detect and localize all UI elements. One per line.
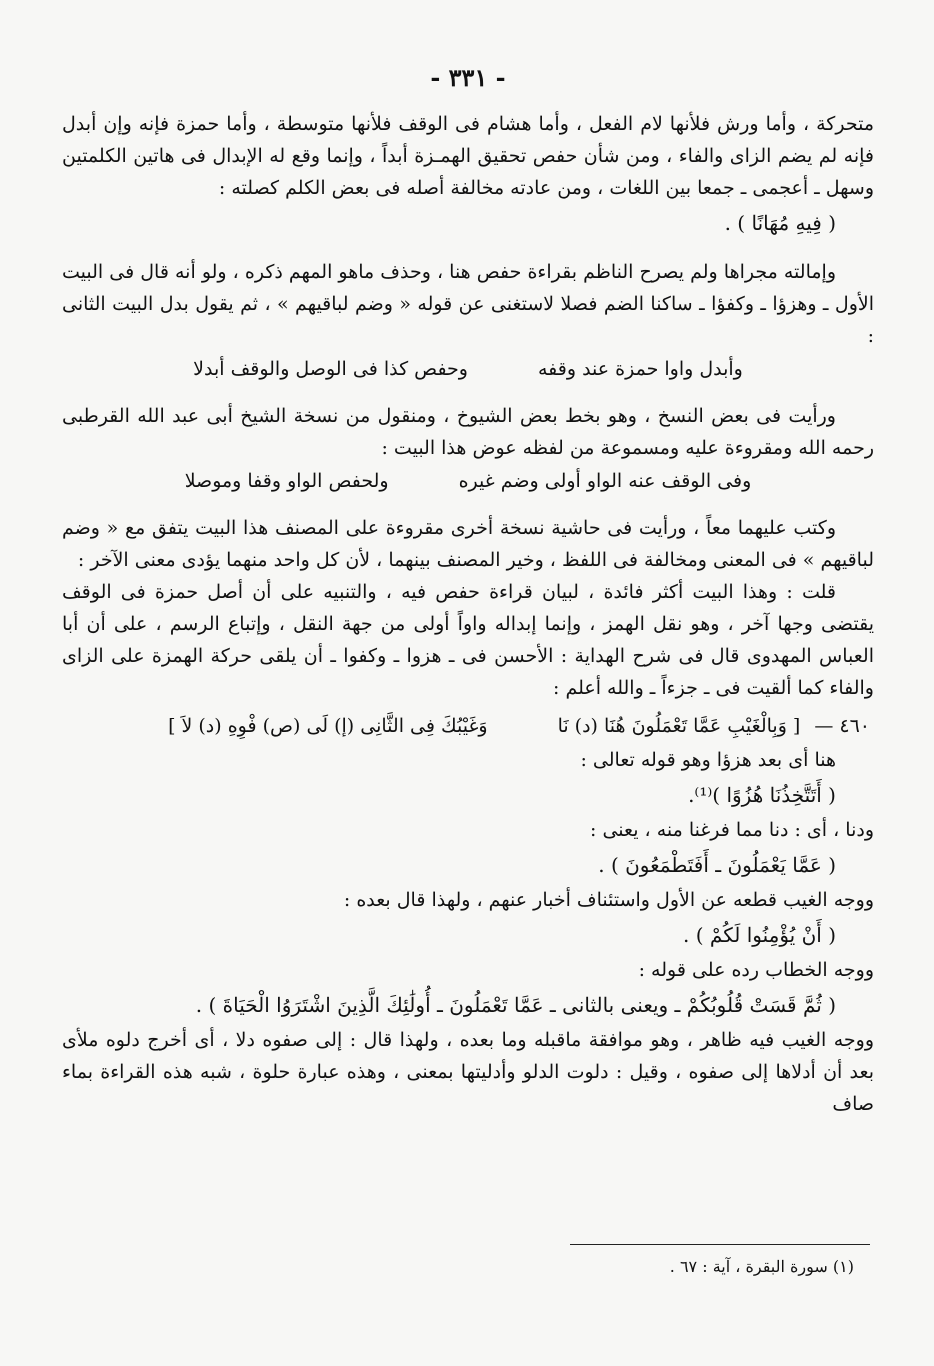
quran-quote-5: ( ثُمَّ قَسَتْ قُلُوبُكُمْ ـ ويعنى بالثانى ـ عَمَّا تَعْمَلُونَ ـ أُولَٰئِكَ الَّذِينَ اشْتَرَوُا الْحَيَاةَ ) .: [195, 993, 836, 1017]
verse-2-hemistich-2: ولحفص الواو وقفا وموصلا: [184, 470, 389, 492]
page-number: - ٣٣١ -: [430, 63, 506, 92]
paragraph-3: ورأيت فى بعض النسخ ، وهو بخط بعض الشيوخ ، ومنقول من نسخة الشيخ أبى عبد الله القرطبى رحمه الله ومقروءة عليه ومسموعة من لفظه عوض هذا البيت :: [62, 405, 874, 459]
quran-quote-1: ( فِيهِ مُهَانًا ) .: [724, 211, 836, 235]
verse-number: ٤٦٠ —: [814, 715, 870, 737]
paragraph-8: ووجه الغيب قطعه عن الأول واستئناف أخبار عنهم ، ولهذا قال بعده :: [343, 889, 874, 911]
verse-1-hemistich-1: وأبدل واوا حمزة عند وقفه: [537, 358, 743, 380]
paragraph-9: ووجه الخطاب رده على قوله :: [638, 959, 874, 981]
poem-hemistich-1: [ وَبِالْغَيْبِ عَمَّا تَعْمَلُونَ هُنَا (د) نَا: [557, 715, 801, 737]
quran-quote-3: ( عَمَّا يَعْمَلُونَ ـ أَفَتَطْمَعُونَ ) .: [598, 853, 836, 877]
quran-quote-2: ( أَتَتَّخِذُنَا هُزُوًا )⁽¹⁾.: [688, 783, 836, 807]
paragraph-10: ووجه الغيب فيه ظاهر ، وهو موافقة ماقبله وما بعده ، ولهذا قال : إلى صفوه دلا ، أى أخرج دلوه ملأى بعد أن أدلاها إلى صفوه ، وقيل : دلوت الدلو وأدليتها بمعنى ، وهذه عبارة حلوة ، شبه هذه القراءة بماء صاف: [62, 1029, 874, 1115]
verse-1-hemistich-2: وحفص كذا فى الوصل والوقف أبدلا: [193, 358, 468, 380]
paragraph-2: وإمالته مجراها ولم يصرح الناظم بقراءة حفص هنا ، وحذف ماهو المهم ذكره ، ولو أنه قال فى البيت الأول ـ وهزؤا ـ وكفؤا ـ ساكنا الضم فصلا لاستغنى عن قوله « وضم لباقيهم » ، ثم يقول بدل البيت الثانى :: [62, 261, 874, 347]
paragraph-6: هنا أى بعد هزؤا وهو قوله تعالى :: [580, 749, 836, 771]
quran-quote-4: ( أَنْ يُؤْمِنُوا لَكُمْ ) .: [683, 923, 836, 947]
footnote-divider: [570, 1244, 870, 1245]
verse-2-hemistich-1: وفى الوقف عنه الواو أولى وضم غيره: [458, 470, 752, 492]
paragraph-1: متحركة ، وأما ورش فلأنها لام الفعل ، وأما هشام فى الوقف فلأنها متوسطة ، وأما حمزة فإنه وإن أبدل فإنه لم يضم الزاى والفاء ، ومن شأن حفص تحقيق الهمـزة أبداً ، وإنما وقع له الإبدال فى هاتين الكلمتين وسهل ـ أعجمى ـ جمعا بين اللغات ، ومن عادته مخالفة أصله فى بعض الكلم كصلته :: [62, 113, 874, 199]
paragraph-7: ودنا ، أى : دنا مما فرغنا منه ، يعنى :: [590, 819, 874, 841]
verse-line-2: [62, 464, 874, 498]
poem-verse-460: [62, 708, 874, 744]
paragraph-4: وكتب عليهما معاً ، ورأيت فى حاشية نسخة أخرى مقروءة على المصنف هذا البيت يتفق مع « وضم لباقيهم » فى المعنى ومخالفة فى اللفظ ، وخير المصنف بينهما ، لأن كل واحد منهما يؤدى معنى الآخر :: [62, 517, 874, 571]
verse-line-1: [62, 352, 874, 386]
footnote: (١) سورة البقرة ، آية : ٦٧ .: [669, 1257, 854, 1276]
paragraph-5: قلت : وهذا البيت أكثر فائدة ، لبيان قراءة حفص فيه ، والتنبيه على أن أصل حمزة فى الوقف يقتضى وجها آخر ، وهو نقل الهمز ، وإنما إبداله واواً أولى من جهة النقل ، وإتباع الرسم ، على أن أبا العباس المهدوى قال فى شرح الهداية : الأحسن فى ـ هزوا ـ وكفوا ـ أن يلقى حركة الهمزة على الزاى والفاء كما ألقيت فى ـ جزءاً ـ والله أعلم :: [62, 581, 874, 699]
poem-hemistich-2: وَغَيْبُكَ فِى الثَّانِى (إ) لَى (ص) فْوِهِ (د) لاَ ]: [168, 715, 488, 737]
